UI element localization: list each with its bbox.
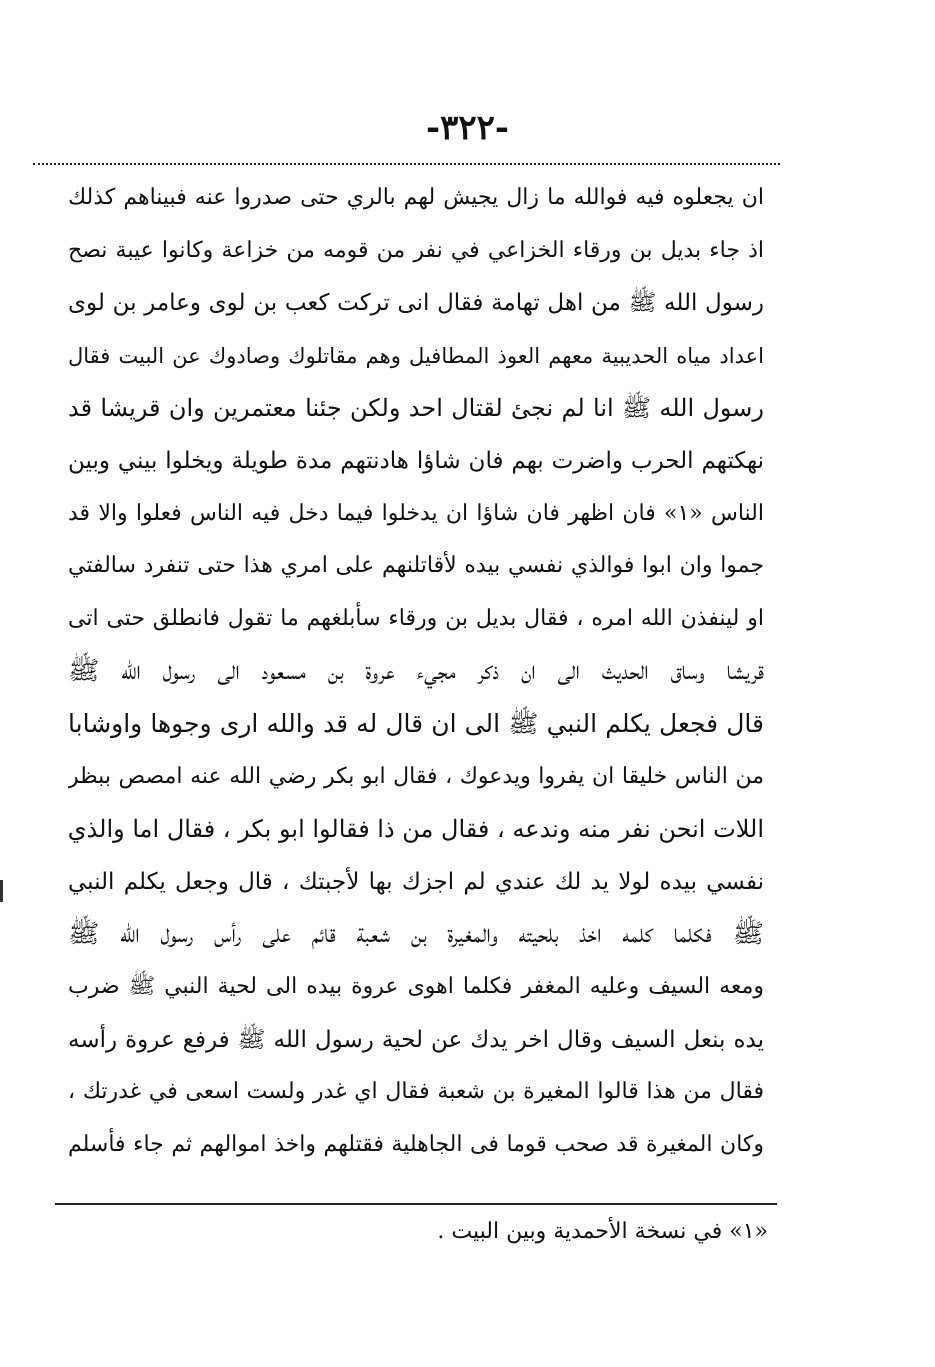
text-line: اذ جاء بديل بن ورقاء الخزاعي في نفر من قومه من خزاعة وكانوا عيبة نصح [68,237,764,263]
scan-edge-mark [0,880,3,902]
footnote-rule [55,1203,777,1205]
body-text [68,172,764,1171]
text-line: اللات انحن نفر منه وندعه ، فقال من ذا فقالوا ابو بكر ، فقال اما والذي [68,815,764,844]
text-line: قال فجعل يكلم النبي ﷺ الى ان قال له قد والله ارى وجوها واوشابا [68,708,764,738]
header-rule [33,163,780,165]
text-line: رسول الله ﷺ انا لم نجئ لقتال احد ولكن جئنا معتمرين وان قريشا قد [68,394,764,423]
text-line: ﷺ فكلما كلمه اخذ بلحيته والمغيرة بن شعبة قائم على رأس رسول الله ﷺ [68,919,764,950]
text-line: وكان المغيرة قد صحب قوما فى الجاهلية فقتلهم واخذ اموالهم ثم جاء فأسلم [68,1131,764,1157]
text-line: الناس «١» فان اظهر فان شاؤا ان يدخلوا فيما دخل فيه الناس فعلوا والا قد [68,500,764,526]
text-line: فقال من هذا قالوا المغيرة بن شعبة فقال اي غدر ولست اسعى في غدرتك ، [68,1079,764,1105]
text-line: رسول الله ﷺ من اهل تهامة فقال انى تركت كعب بن لوى وعامر بن لوى [68,290,764,317]
footnote: «١» في نسخة الأحمدية وبين البيت . [437,1219,768,1244]
text-line: نهكتهم الحرب واضرت بهم فان شاؤا هادنتهم مدة طويلة ويخلوا بيني وبين [68,447,764,474]
text-line: يده بنعل السيف وقال اخر يدك عن لحية رسول الله ﷺ فرفع عروة رأسه [68,1026,764,1053]
text-line: او لينفذن الله امره ، فقال بديل بن ورقاء سأبلغهم ما تقول فانطلق حتى اتى [68,605,764,631]
text-line: اعداد مياه الحديبية معهم العوذ المطافيل وهم مقاتلوك وصادوك عن البيت فقال [68,343,764,368]
text-line: نفسي بيده لولا يد لك عندي لم اجزك بها لأجبتك ، قال وجعل يكلم النبي [68,868,764,895]
text-line: ان يجعلوه فيه فوالله ما زال يجيش لهم بالري حتى صدروا عنه فبيناهم كذلك [68,185,764,210]
text-line: جموا وان ابوا فوالذي نفسي بيده لأقاتلنهم على امري هذا حتى تنفرد سالفتي [68,553,764,579]
page-number: -٣٢٢- [425,108,510,148]
text-line: من الناس خليقا ان يفروا ويدعوك ، فقال ابو بكر رضي الله عنه امصص ببظر [68,763,764,789]
text-line: قريشا وساق الحديث الى ان ذكر مجيء عروة بن مسعود الى رسول الله ﷺ [68,656,764,687]
text-line: ومعه السيف وعليه المغفر فكلما اهوى عروة بيده الى لحية النبي ﷺ ضرب [68,973,764,999]
